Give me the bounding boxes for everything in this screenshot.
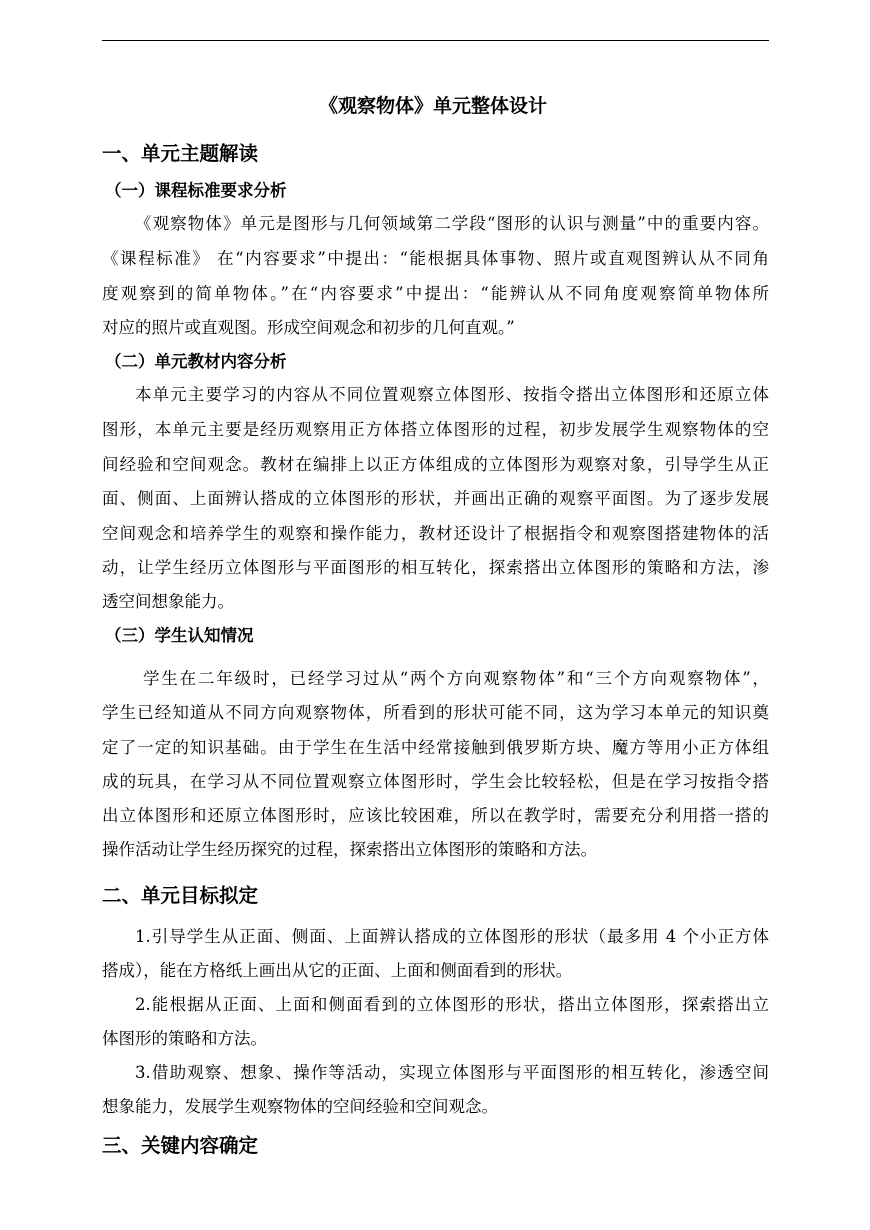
paragraph-line: 出立体图形和还原立体图形时，应该比较困难，所以在教学时，需要充分利用搭一搭的 [102,806,769,825]
goal-line: 搭成），能在方格纸上画出从它的正面、上面和侧面看到的形状。 [102,961,573,980]
section-heading-1: 一、单元主题解读 [102,142,259,165]
paragraph-line: 间经验和空间观念。教材在编排上以正方体组成的立体图形为观察对象，引导学生从正 [102,455,769,474]
section-heading-3: 三、关键内容确定 [102,1134,259,1157]
subsection-heading-1: （一）课程标准要求分析 [105,181,287,200]
paragraph-line: 操作活动让学生经历探究的过程，探索搭出立体图形的策略和方法。 [102,840,597,859]
paragraph-line: 动，让学生经历立体图形与平面图形的相互转化，探索搭出立体图形的策略和方法，渗 [102,558,769,577]
subsection-heading-2: （二）单元教材内容分析 [105,352,287,371]
goal-line: 1.引导学生从正面、侧面、上面辨认搭成的立体图形的形状（最多用 4 个小正方体 [135,927,769,946]
paragraph-line: 定了一定的知识基础。由于学生在生活中经常接触到俄罗斯方块、魔方等用小正方体组 [102,738,769,757]
section-heading-2: 二、单元目标拟定 [102,884,259,907]
subsection-heading-3: （三）学生认知情况 [105,626,254,645]
paragraph-line: 空间观念和培养学生的观察和操作能力，教材还设计了根据指令和观察图搭建物体的活 [102,524,769,543]
paragraph-line: 《观察物体》单元是图形与几何领域第二学段“图形的认识与测量”中的重要内容。 [135,214,769,233]
goal-line: 2.能根据从正面、上面和侧面看到的立体图形的形状，搭出立体图形，探索搭出立 [135,995,769,1014]
paragraph-line: 度观察到的简单物体。”在“内容要求”中提出：“能辨认从不同角度观察简单物体所 [102,284,769,303]
paragraph-line: 《课程标准》 在“内容要求”中提出：“能根据具体事物、照片或直观图辨认从不同角 [102,249,769,268]
goal-line: 体图形的策略和方法。 [102,1029,267,1048]
goal-line: 想象能力，发展学生观察物体的空间经验和空间观念。 [102,1097,498,1116]
header-rule [102,40,769,41]
paragraph-line: 学生在二年级时，已经学习过从“两个方向观察物体”和“三个方向观察物体”， [143,669,769,688]
paragraph-line: 学生已经知道从不同方向观察物体，所看到的形状可能不同，这为学习本单元的知识奠 [102,703,769,722]
paragraph-line: 本单元主要学习的内容从不同位置观察立体图形、按指令搭出立体图形和还原立体 [135,385,769,404]
paragraph-line: 成的玩具，在学习从不同位置观察立体图形时，学生会比较轻松，但是在学习按指令搭 [102,772,769,791]
goal-line: 3.借助观察、想象、操作等活动，实现立体图形与平面图形的相互转化，渗透空间 [135,1063,769,1082]
paragraph-line: 透空间想象能力。 [102,592,234,611]
paragraph-line: 对应的照片或直观图。形成空间观念和初步的几何直观。” [102,318,515,337]
document-title: 《观察物体》单元整体设计 [319,95,548,117]
paragraph-line: 面、侧面、上面辨认搭成的立体图形的形状，并画出正确的观察平面图。为了逐步发展 [102,489,769,508]
paragraph-line: 图形，本单元主要是经历观察用正方体搭立体图形的过程，初步发展学生观察物体的空 [102,420,769,439]
